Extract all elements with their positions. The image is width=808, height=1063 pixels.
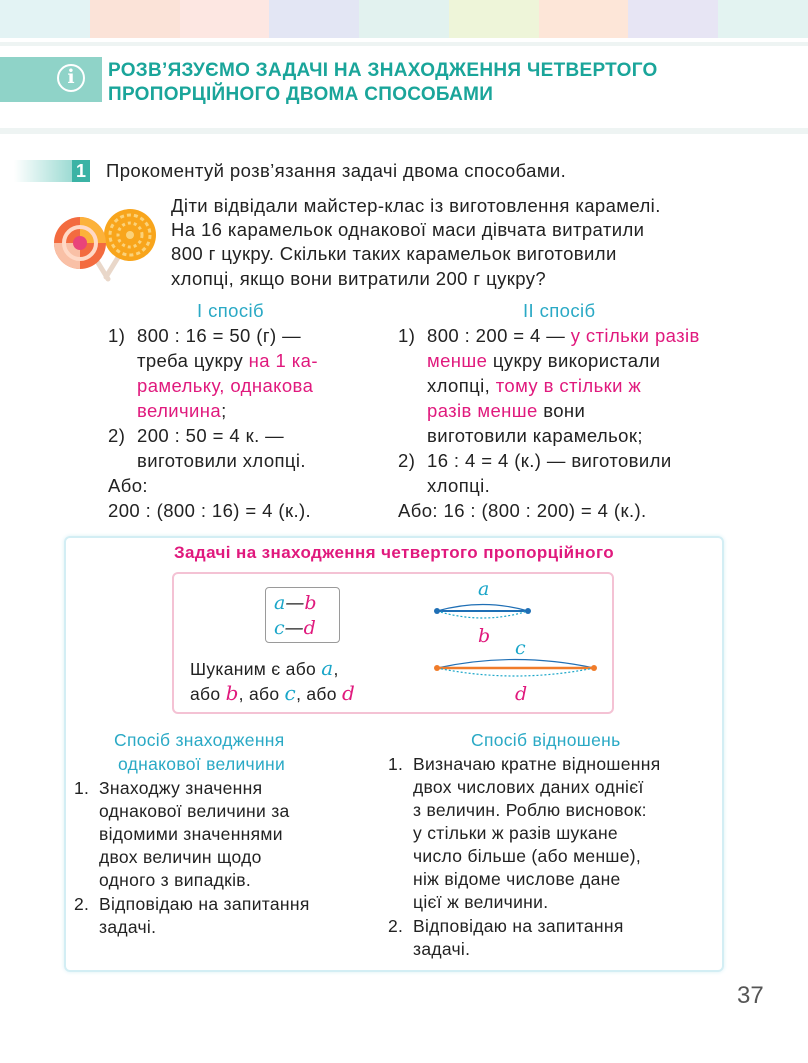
way2-step1-line: цієї ж величини. <box>413 892 549 912</box>
method2-step1-line: 800 : 200 = 4 — у стільки разів <box>427 325 700 346</box>
way1-step1-line: однакової величини за <box>99 801 290 821</box>
way2-step1-line: двох числових даних однієї <box>413 777 644 797</box>
segment-c-label: c <box>515 637 526 659</box>
formula-row-ab: a—b <box>274 592 317 614</box>
way1-step1-line: двох величин щодо <box>99 847 262 867</box>
header-bottom-divider <box>0 128 808 134</box>
method2-step2-line: хлопці. <box>427 475 491 496</box>
way1-step1-number: 1. <box>74 778 90 798</box>
task-number: 1 <box>72 160 90 182</box>
formula-row-cd: c—d <box>274 617 316 639</box>
header-accent-bar <box>0 57 102 102</box>
info-icon: i <box>57 64 85 92</box>
method1-step1-line: треба цукру на 1 ка- <box>137 350 318 371</box>
way2-step1-number: 1. <box>388 754 404 774</box>
seek-text-line1: Шуканим є або a, <box>190 656 339 680</box>
section-title-line1: РОЗВ’ЯЗУЄМО ЗАДАЧІ НА ЗНАХОДЖЕННЯ ЧЕТВЕРТОГО <box>108 60 658 81</box>
method2-step1-line: разів менше вони <box>427 400 586 421</box>
way1-step1-line: одного з випадків. <box>99 870 252 890</box>
way2-step1-line: число більше (або менше), <box>413 846 642 866</box>
way1-title-line1: Спосіб знаходження <box>114 730 285 750</box>
method2-step1-line: виготовили карамельок; <box>427 425 643 446</box>
method2-or-expression: Або: 16 : (800 : 200) = 4 (к.). <box>398 500 647 521</box>
section-title <box>108 59 788 107</box>
segment-a-label: a <box>478 578 490 600</box>
method2-step1-number: 1) <box>398 325 416 346</box>
way1-step2-number: 2. <box>74 894 90 914</box>
way2-step1-line: ніж відоме числове дане <box>413 869 621 889</box>
method2-step1-line: менше цукру використали <box>427 350 661 371</box>
way1-step1-line: відомими значеннями <box>99 824 283 844</box>
segment-c-arc <box>437 660 594 669</box>
task-text-line: На 16 карамельок однакової маси дівчата витратили <box>171 219 645 240</box>
way1-title-line2: однакової величини <box>118 754 286 774</box>
segment-d-label: d <box>515 683 528 705</box>
segment-a-end <box>525 608 531 614</box>
way2-step1-line: у стільки ж разів шукане <box>413 823 618 843</box>
task-instruction: Прокоментуй розв’язання задачі двома способами. <box>106 160 567 181</box>
header-divider <box>0 42 808 46</box>
method2-title: ІІ спосіб <box>523 300 596 321</box>
segment-a-start <box>434 608 440 614</box>
method2-step1-line: хлопці, тому в стільки ж <box>427 375 642 396</box>
top-color-strip <box>0 0 808 38</box>
way1-step1-line: Знаходжу значення <box>99 778 263 798</box>
way2-step1-line: Визначаю кратне відношення <box>413 754 661 774</box>
segment-b-arc <box>437 611 528 618</box>
method1-step2-line: 200 : 50 = 4 к. — <box>137 425 285 446</box>
method1-or-expression: 200 : (800 : 16) = 4 (к.). <box>108 500 312 521</box>
method2-step2-number: 2) <box>398 450 416 471</box>
task-text-line: Діти відвідали майстер-клас із виготовлення карамелі. <box>171 195 661 216</box>
rule-title: Задачі на знаходження четвертого пропорційного <box>173 543 614 562</box>
section-title-line2: ПРОПОРЦІЙНОГО ДВОМА СПОСОБАМИ <box>108 84 494 105</box>
method1-or-label: Або: <box>108 475 148 496</box>
method1-step1-number: 1) <box>108 325 126 346</box>
way1-step2-line: задачі. <box>99 917 157 937</box>
task-text-line: хлопці, якщо вони витратили 200 г цукру? <box>171 268 547 289</box>
seek-text-line2: або b, або c, або d <box>190 681 356 705</box>
way2-step2-number: 2. <box>388 916 404 936</box>
lollipop-candies-image <box>50 203 160 283</box>
method1-step2-number: 2) <box>108 425 126 446</box>
method2-step2-line: 16 : 4 = 4 (к.) — виготовили <box>427 450 672 471</box>
method1-title: І спосіб <box>197 300 264 321</box>
way2-title: Спосіб відношень <box>471 730 621 750</box>
segment-c-start <box>434 665 440 671</box>
method1-step1-line: 800 : 16 = 50 (г) — <box>137 325 301 346</box>
page-number: 37 <box>737 982 764 1009</box>
method1-step1-line: рамельку, однакова <box>137 375 314 396</box>
segment-c-end <box>591 665 597 671</box>
way2-step1-line: з величин. Роблю висновок: <box>413 800 647 820</box>
task-text-line: 800 г цукру. Скільки таких карамельок виготовили <box>171 243 617 264</box>
method1-step2-line: виготовили хлопці. <box>137 450 306 471</box>
method1-step1-line: величина; <box>137 400 227 421</box>
segment-b-label: b <box>478 625 491 647</box>
way1-step2-line: Відповідаю на запитання <box>99 894 310 914</box>
way2-step2-line: задачі. <box>413 939 471 959</box>
way2-step2-line: Відповідаю на запитання <box>413 916 624 936</box>
